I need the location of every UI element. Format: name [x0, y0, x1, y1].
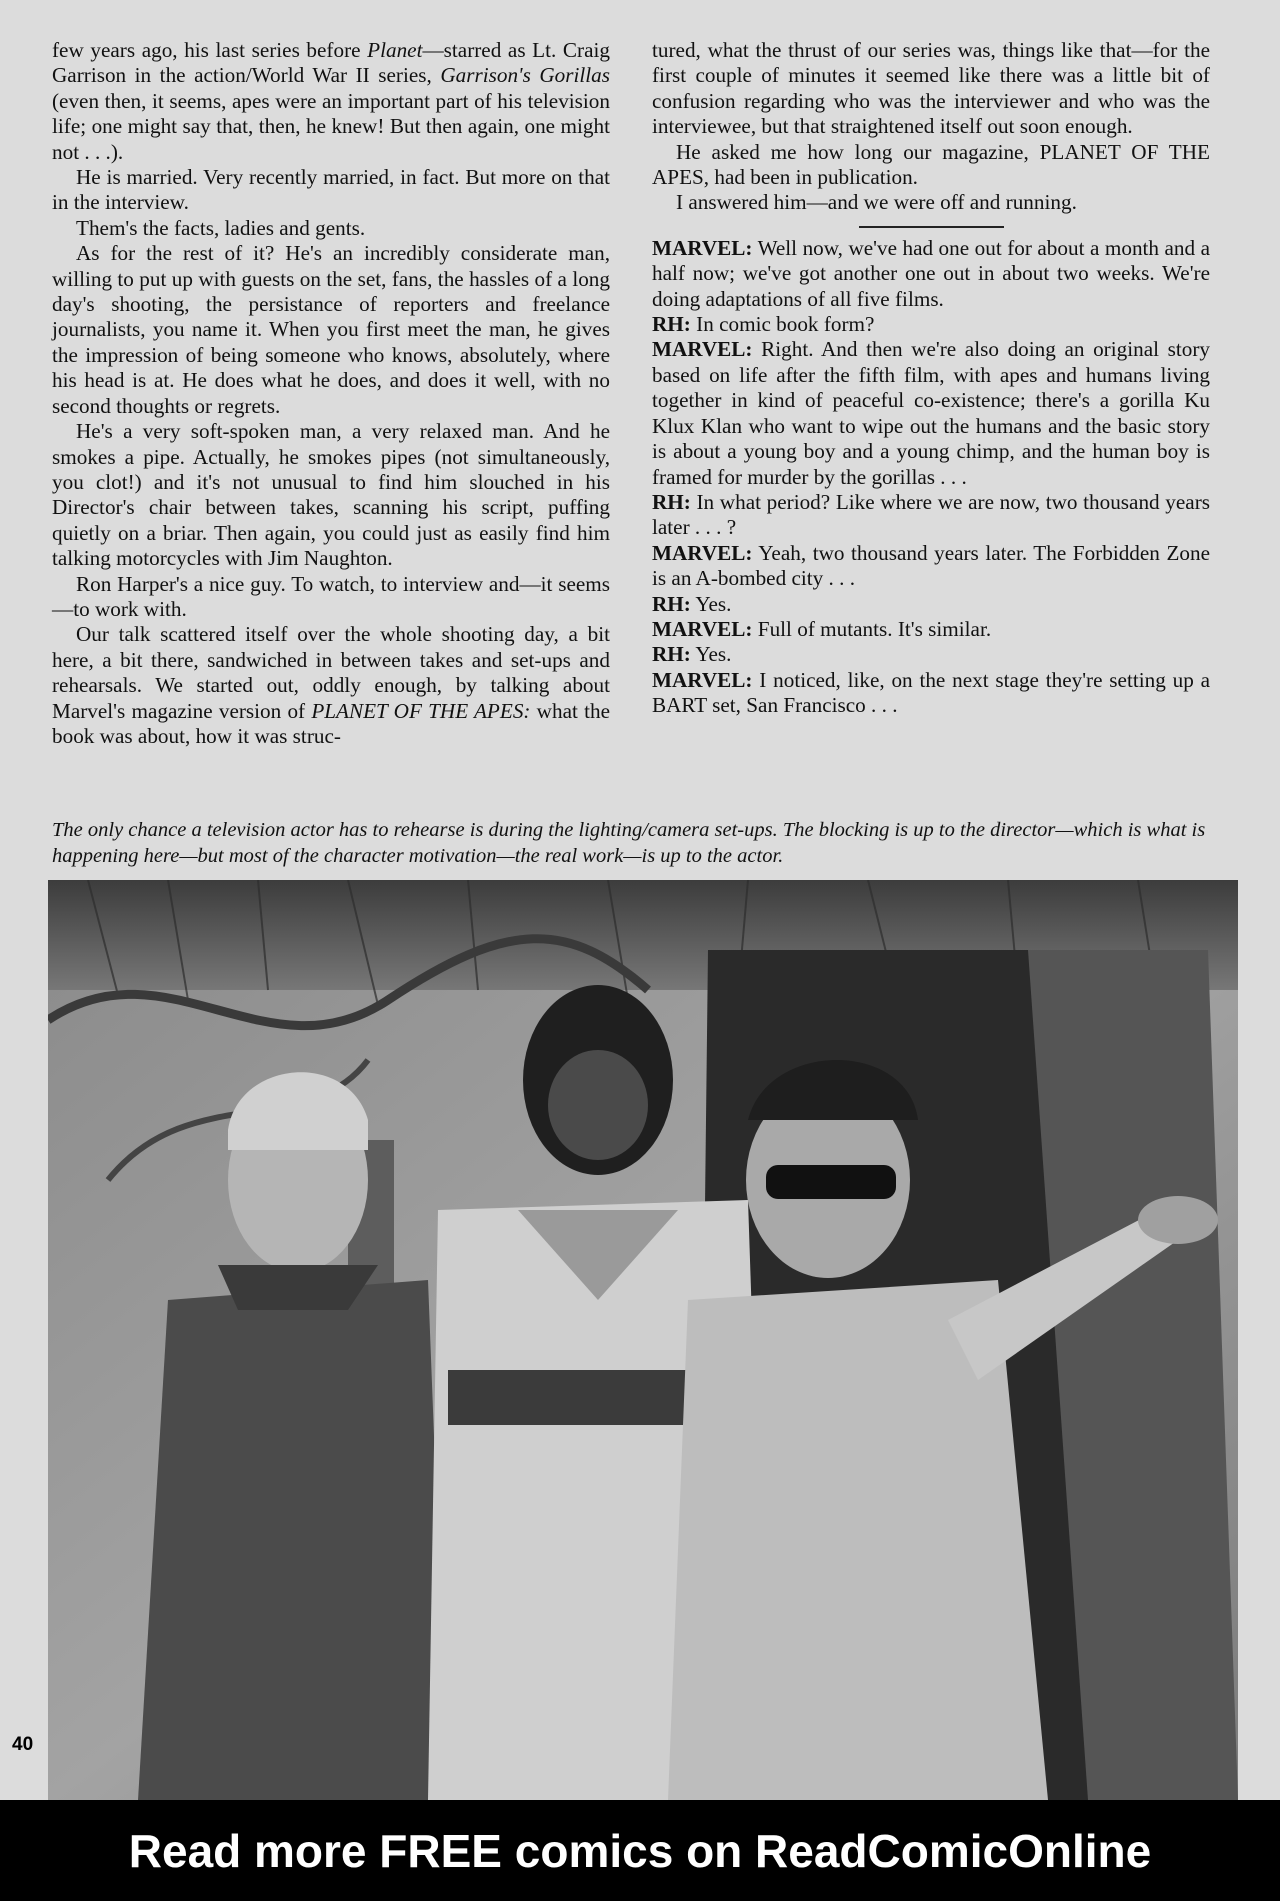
speaker-text: Yes. — [690, 642, 732, 667]
speaker-label: MARVEL: — [652, 667, 753, 692]
speaker-label: RH: — [652, 591, 691, 616]
paragraph: few years ago, his last series before Planet—starred as Lt. Craig Garrison in the action/World War II series, Garrison's Gorillas (even then, it seems, apes were an important part of his television life; one might say that, then, he knew! But then again, one might not . . .). — [52, 38, 610, 164]
interview-line — [652, 236, 1210, 312]
set-photograph — [48, 880, 1238, 1800]
speaker-label: MARVEL: — [652, 337, 753, 362]
right-text-column — [652, 38, 1210, 719]
interview-line — [652, 312, 1210, 337]
interview-line — [652, 642, 1210, 667]
speaker-text: Yes. — [690, 591, 732, 616]
interview-line — [652, 592, 1210, 617]
speaker-label: MARVEL: — [652, 616, 753, 641]
interview-transcript — [652, 236, 1210, 719]
speaker-label: MARVEL: — [652, 540, 753, 565]
page-number: 40 — [12, 1734, 34, 1755]
speaker-text: In comic book form? — [690, 312, 875, 337]
paragraph: He is married. Very recently married, in fact. But more on that in the interview. — [52, 165, 610, 215]
section-divider — [859, 226, 1004, 228]
interview-line — [652, 337, 1210, 489]
paragraph: As for the rest of it? He's an incredibly considerate man, willing to put up with guests on the set, fans, the hassles of a long day's shooting, the persistance of reporters and freelance journalists, you name it. When you first meet the man, he gives the impression of being someone who knows, absolutely, where his head is at. He does what he does, and does it well, with no second thoughts or regrets. — [52, 241, 610, 418]
speaker-text: Right. And then we're also doing an original story based on life after the fifth film, with apes and humans living together in kind of peaceful co-existence; there's a gorilla Ku Klux Klan who want to wipe out the humans and the basic story is about a young boy and a young chimp, and the human boy is framed for murder by the gorillas . . . — [652, 337, 1210, 489]
speaker-label: RH: — [652, 312, 691, 337]
paragraph: Our talk scattered itself over the whole shooting day, a bit here, a bit there, sandwiched in between takes and set-ups and rehearsals. We started out, oddly enough, by talking about Marvel's magazine version of PLANET OF THE APES: what the book was about, how it was struc- — [52, 622, 610, 748]
speaker-text: Well now, we've had one out for about a month and a half now; we've got another one out in about two weeks. We're doing adaptations of all five films. — [652, 235, 1210, 311]
interview-line — [652, 617, 1210, 642]
interview-line — [652, 541, 1210, 592]
speaker-text: I noticed, like, on the next stage they're setting up a BART set, San Francisco . . . — [652, 667, 1210, 718]
speaker-text: Full of mutants. It's similar. — [752, 616, 992, 641]
interview-line — [652, 668, 1210, 719]
banner-text[interactable]: Read more FREE comics on ReadComicOnline — [128, 1824, 1152, 1877]
paragraph: I answered him—and we were off and running. — [676, 190, 1077, 215]
left-text-column — [52, 38, 610, 749]
photo-caption: The only chance a television actor has to rehearse is during the lighting/camera set-ups. The blocking is up to the director—which is what is happening here—but most of the character motivation—the real work—is up to the actor. — [52, 819, 1206, 867]
paragraph: Them's the facts, ladies and gents. — [76, 215, 366, 240]
paragraph: tured, what the thrust of our series was, things like that—for the first couple of minutes it seemed like there was a little bit of confusion regarding who was the interviewer and who was the interviewee, but that straightened itself out soon enough. — [652, 38, 1210, 139]
speaker-label: MARVEL: — [652, 235, 753, 260]
speaker-text: In what period? Like where we are now, two thousand years later . . . ? — [652, 489, 1210, 540]
speaker-label: RH: — [652, 489, 691, 514]
interview-line — [652, 490, 1210, 541]
paragraph: He asked me how long our magazine, PLANET OF THE APES, had been in publication. — [652, 139, 1210, 190]
photo-illustration — [48, 880, 1238, 1800]
promo-banner[interactable] — [0, 1800, 1280, 1901]
speaker-label: RH: — [652, 642, 691, 667]
speaker-text: Yeah, two thousand years later. The Forbidden Zone is an A-bombed city . . . — [652, 540, 1210, 591]
paragraph: He's a very soft-spoken man, a very relaxed man. And he smokes a pipe. Actually, he smokes pipes (not simultaneously, you clot!) and it's not unusual to find him slouched in his Director's chair between takes, scanning his script, puffing quietly on a briar. Then again, you could just as easily find him talking motorcycles with Jim Naughton. — [52, 419, 610, 571]
paragraph: Ron Harper's a nice guy. To watch, to interview and—it seems—to work with. — [52, 571, 610, 621]
